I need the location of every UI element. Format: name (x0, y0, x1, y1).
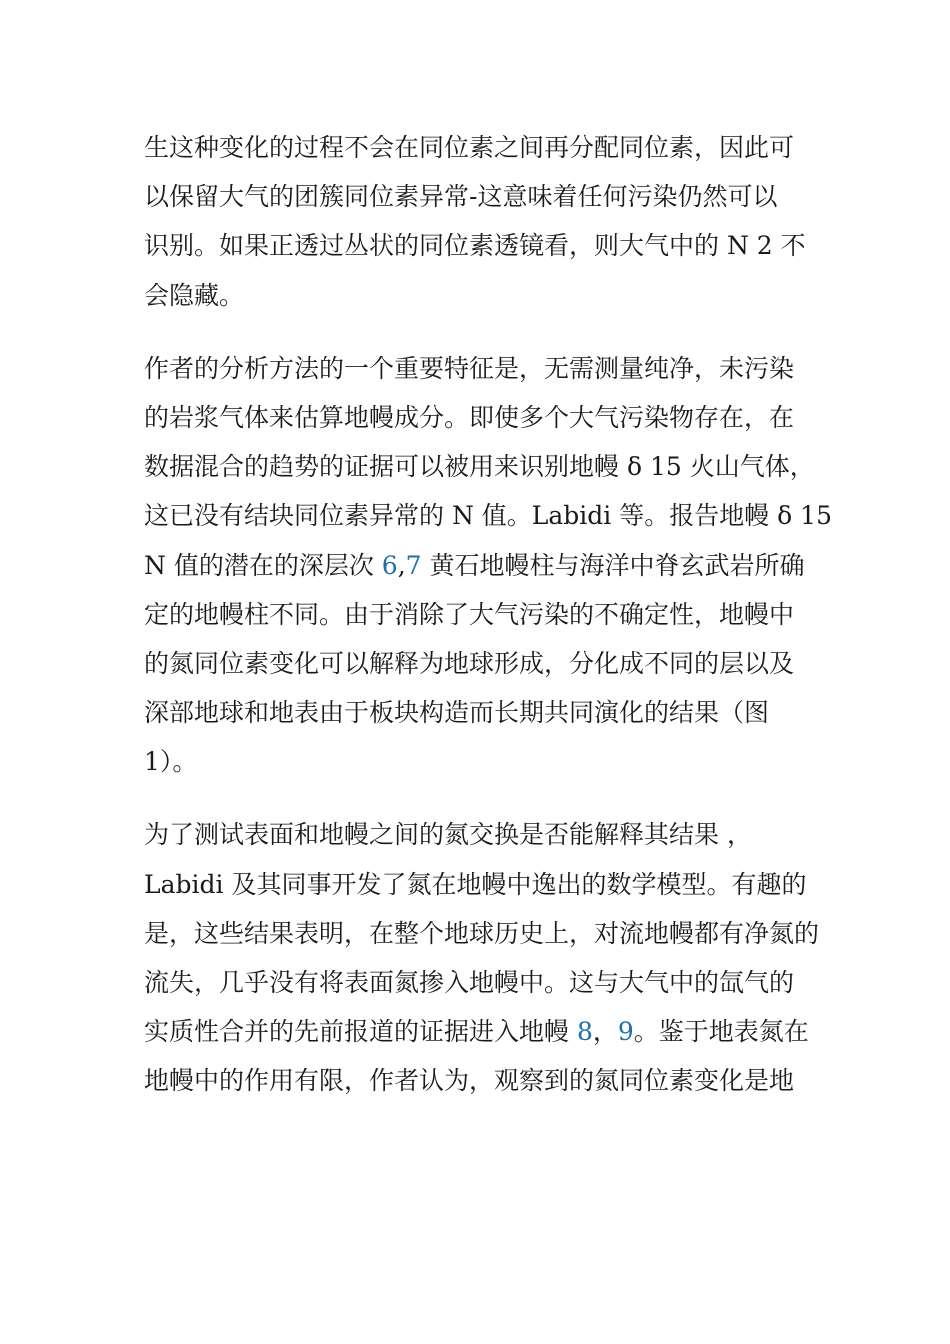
paragraph-1 (144, 123, 814, 320)
text-line: 为了测试表面和地幔之间的氮交换是否能解释其结果 ， (144, 820, 752, 850)
text-line: 识别。如果正透过丛状的同位素透镜看，则大气中的 N 2 不 (144, 231, 806, 261)
paragraph-3 (144, 810, 820, 1105)
text-line: 是，这些结果表明，在整个地球历史上，对流地幔都有净氮的 (144, 918, 820, 948)
text-line: 流失，几乎没有将表面氮掺入地幔中。这与大气中的氙气的 (144, 968, 795, 997)
text-line: 以保留大气的团簇同位素异常-这意味着任何污染仍然可以 (144, 182, 778, 212)
text-line: 1）。 (144, 747, 198, 777)
text-line: 定的地幔柱不同。由于消除了大气污染的不确定性，地幔中 (144, 599, 795, 629)
citation-link-8[interactable]: 8 (576, 1017, 593, 1047)
text-fragment: 实质性合并的先前报道的证据进入地幔 (144, 1017, 577, 1047)
text-line-with-refs (144, 1007, 814, 1056)
text-fragment: N 值的潜在的深层次 (144, 550, 382, 580)
text-line: 深部地球和地表由于板块构造而长期共同演化的结果（图 (144, 698, 770, 728)
citation-separator: ， (592, 1017, 618, 1047)
text-fragment: 。鉴于地表氮在 (633, 1017, 809, 1047)
text-line: 会隐藏。 (144, 280, 245, 310)
citation-separator: , (397, 550, 406, 580)
text-line: 生这种变化的过程不会在同位素之间再分配同位素，因此可 (144, 133, 795, 162)
citation-link-6[interactable]: 6 (381, 550, 398, 580)
text-line: 这已没有结块同位素异常的 N 值。Labidi 等。报告地幔 δ 15 (144, 501, 832, 531)
text-line-with-refs (144, 541, 814, 590)
text-line: 的岩浆气体来估算地幔成分。即使多个大气污染物存在，在 (144, 402, 795, 432)
citation-link-7[interactable]: 7 (405, 550, 422, 580)
article-body (144, 123, 832, 1130)
text-line: 作者的分析方法的一个重要特征是，无需测量纯净，未污染 (144, 353, 795, 383)
text-line: Labidi 及其同事开发了氮在地幔中逸出的数学模型。有趣的 (144, 869, 807, 899)
text-line: 数据混合的趋势的证据可以被用来识别地幔 δ 15 火山气体， (144, 452, 815, 482)
text-line: 的氮同位素变化可以解释为地球形成，分化成不同的层以及 (144, 648, 795, 678)
paragraph-2 (144, 344, 832, 787)
text-line: 地幔中的作用有限，作者认为，观察到的氮同位素变化是地 (144, 1066, 795, 1096)
text-fragment: 黄石地幔柱与海洋中脊玄武岩所确 (421, 550, 805, 580)
citation-link-9[interactable]: 9 (617, 1017, 634, 1047)
